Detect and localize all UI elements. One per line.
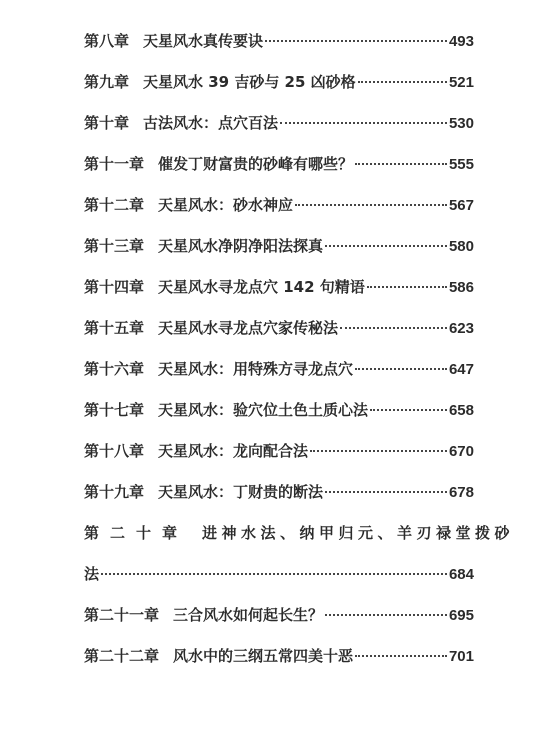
page-number: 658 bbox=[448, 402, 474, 419]
dot-leader bbox=[355, 163, 447, 165]
toc-entry[interactable] bbox=[84, 30, 474, 71]
page-number: 555 bbox=[448, 156, 474, 173]
chapter-number: 第二十二章 bbox=[84, 647, 160, 665]
dot-leader bbox=[265, 40, 447, 42]
dot-leader bbox=[325, 245, 447, 247]
dot-leader bbox=[280, 122, 447, 124]
chapter-title: 天星风水寻龙点穴 142 句精语 bbox=[158, 278, 365, 296]
dot-leader bbox=[370, 409, 447, 411]
dot-leader bbox=[355, 655, 447, 657]
toc-entry[interactable] bbox=[84, 276, 474, 317]
toc-entry[interactable] bbox=[84, 112, 474, 153]
dot-leader bbox=[358, 81, 447, 83]
dot-leader bbox=[310, 450, 447, 452]
toc-entry[interactable] bbox=[84, 399, 474, 440]
chapter-number: 第二十章 bbox=[84, 524, 189, 542]
page-number: 647 bbox=[448, 361, 474, 378]
chapter-number: 第十章 bbox=[84, 114, 130, 132]
chapter-number: 第十五章 bbox=[84, 319, 145, 337]
chapter-number: 第二十一章 bbox=[84, 606, 160, 624]
toc-entry[interactable] bbox=[84, 194, 474, 235]
table-of-contents bbox=[84, 30, 515, 686]
chapter-title: 催发丁财富贵的砂峰有哪些？ bbox=[158, 155, 354, 173]
chapter-number: 第八章 bbox=[84, 32, 130, 50]
chapter-title: 天星风水：丁财贵的断法 bbox=[158, 483, 324, 501]
chapter-number: 第十二章 bbox=[84, 196, 145, 214]
page-number: 695 bbox=[448, 607, 474, 624]
page-number: 586 bbox=[448, 279, 474, 296]
dot-leader bbox=[367, 286, 447, 288]
toc-entry[interactable] bbox=[84, 153, 474, 194]
chapter-number: 第十六章 bbox=[84, 360, 145, 378]
page-number: 678 bbox=[448, 484, 474, 501]
page-number: 684 bbox=[448, 566, 474, 583]
dot-leader bbox=[325, 491, 447, 493]
toc-entry-continuation[interactable] bbox=[84, 563, 474, 604]
toc-entry[interactable] bbox=[84, 481, 474, 522]
toc-entry[interactable] bbox=[84, 235, 474, 276]
dot-leader bbox=[101, 573, 447, 575]
chapter-number: 第十一章 bbox=[84, 155, 145, 173]
page-number: 580 bbox=[448, 238, 474, 255]
toc-entry[interactable] bbox=[84, 317, 474, 358]
dot-leader bbox=[325, 614, 447, 616]
chapter-title: 天星风水：龙向配合法 bbox=[158, 442, 309, 460]
chapter-title: 天星风水：验穴位土色土质心法 bbox=[158, 401, 369, 419]
chapter-number: 第十七章 bbox=[84, 401, 145, 419]
chapter-title-continuation: 法 bbox=[84, 565, 100, 583]
chapter-title: 天星风水真传要诀 bbox=[143, 32, 264, 50]
chapter-title: 进神水法、纳甲归元、羊刃禄堂拨砂 bbox=[202, 524, 515, 542]
chapter-title: 天星风水寻龙点穴家传秘法 bbox=[158, 319, 339, 337]
toc-entry[interactable] bbox=[84, 358, 474, 399]
chapter-number: 第十三章 bbox=[84, 237, 145, 255]
toc-entry[interactable] bbox=[84, 71, 474, 112]
chapter-title: 风水中的三纲五常四美十恶 bbox=[173, 647, 354, 665]
chapter-title: 古法风水：点穴百法 bbox=[143, 114, 279, 132]
toc-entry[interactable] bbox=[84, 440, 474, 481]
toc-entry[interactable] bbox=[84, 522, 515, 563]
dot-leader bbox=[340, 327, 447, 329]
dot-leader bbox=[295, 204, 447, 206]
chapter-title: 天星风水 39 吉砂与 25 凶砂格 bbox=[143, 73, 356, 91]
page-number: 530 bbox=[448, 115, 474, 132]
page-number: 521 bbox=[448, 74, 474, 91]
page-number: 670 bbox=[448, 443, 474, 460]
dot-leader bbox=[355, 368, 447, 370]
page-number: 493 bbox=[448, 33, 474, 50]
page-number: 701 bbox=[448, 648, 474, 665]
page-number: 567 bbox=[448, 197, 474, 214]
chapter-number: 第十四章 bbox=[84, 278, 145, 296]
chapter-number: 第九章 bbox=[84, 73, 130, 91]
toc-entry[interactable] bbox=[84, 645, 474, 686]
chapter-title: 天星风水：砂水神应 bbox=[158, 196, 294, 214]
toc-entry[interactable] bbox=[84, 604, 474, 645]
chapter-title: 天星风水：用特殊方寻龙点穴 bbox=[158, 360, 354, 378]
chapter-title: 天星风水净阴净阳法探真 bbox=[158, 237, 324, 255]
page-number: 623 bbox=[448, 320, 474, 337]
chapter-number: 第十八章 bbox=[84, 442, 145, 460]
chapter-title: 三合风水如何起长生？ bbox=[173, 606, 324, 624]
chapter-number: 第十九章 bbox=[84, 483, 145, 501]
